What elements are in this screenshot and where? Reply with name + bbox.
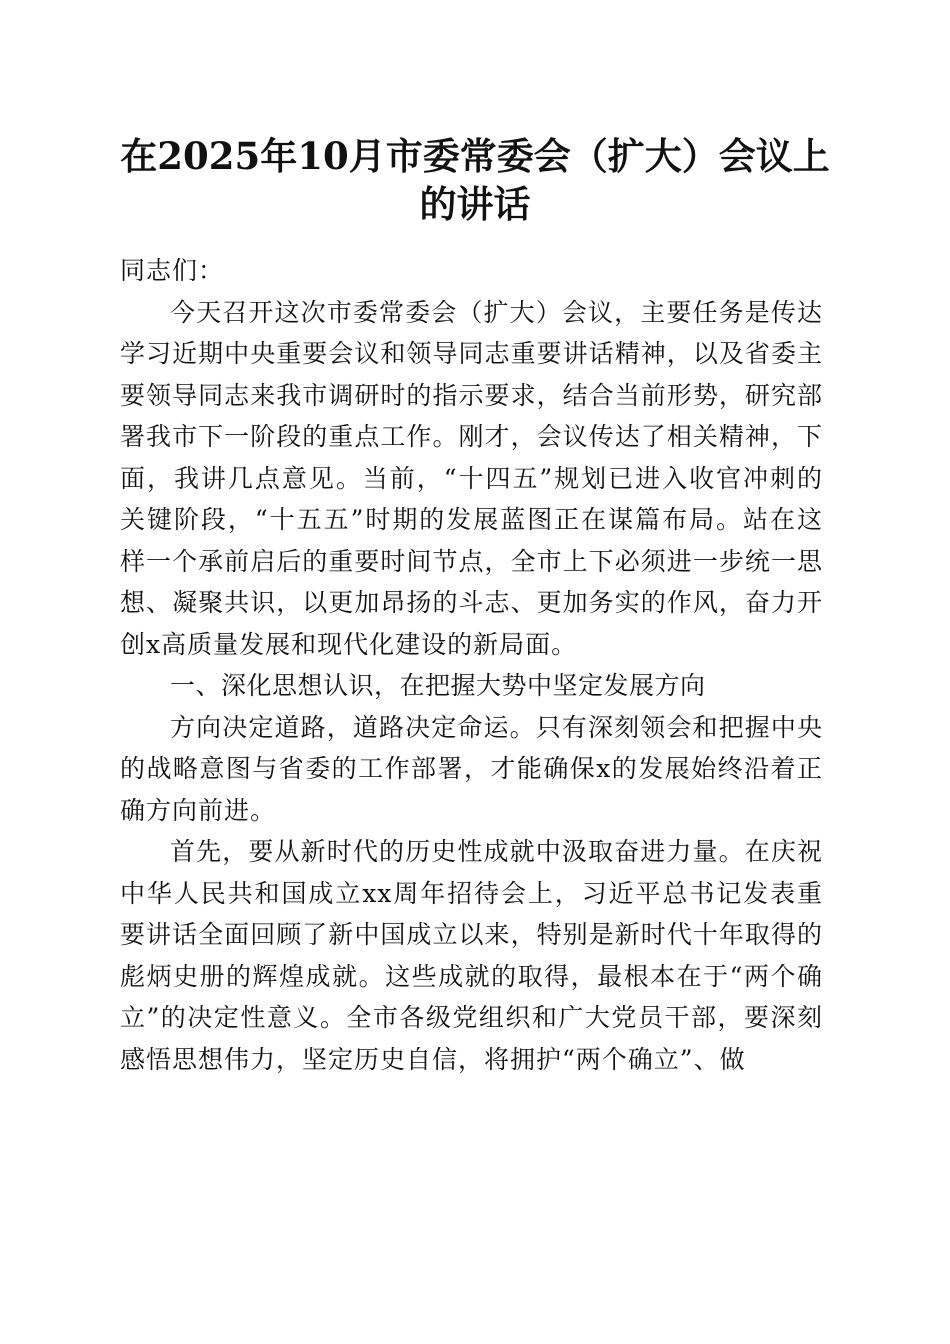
body-paragraph: 首先，要从新时代的历史性成就中汲取奋进力量。在庆祝中华人民共和国成立xx周年招待会上，习近平总书记发表重要讲话全面回顾了新中国成立以来，特别是新时代十年取得的彪炳史册的辉煌成就。这些成就的取得，最根本在于“两个确立”的决定性意义。全市各级党组织和广大党员干部，要深刻感悟思想伟力，坚定历史自信，将拥护“两个确立”、做 [120, 837, 823, 1074]
document-body [120, 250, 823, 1080]
body-paragraph: 方向决定道路，道路决定命运。只有深刻领会和把握中央的战略意图与省委的工作部署，才能确保x的发展始终沿着正确方向前进。 [120, 712, 823, 825]
document-title: 在2025年10月市委常委会（扩大）会议上的讲话 [120, 134, 830, 226]
salutation: 同志们： [120, 256, 225, 285]
intro-paragraph: 今天召开这次市委常委会（扩大）会议，主要任务是传达学习近期中央重要会议和领导同志重要讲话精神，以及省委主要领导同志来我市调研时的指示要求，结合当前形势，研究部署我市下一阶段的重点工作。刚才，会议传达了相关精神，下面，我讲几点意见。当前，“十四五”规划已进入收官冲刺的关键阶段，“十五五”时期的发展蓝图正在谋篇布局。站在这样一个承前启后的重要时间节点，全市上下必须进一步统一思想、凝聚共识，以更加昂扬的斗志、更加务实的作风，奋力开创x高质量发展和现代化建设的新局面。 [120, 297, 823, 659]
section-heading: 一、深化思想认识，在把握大势中坚定发展方向 [170, 671, 706, 700]
